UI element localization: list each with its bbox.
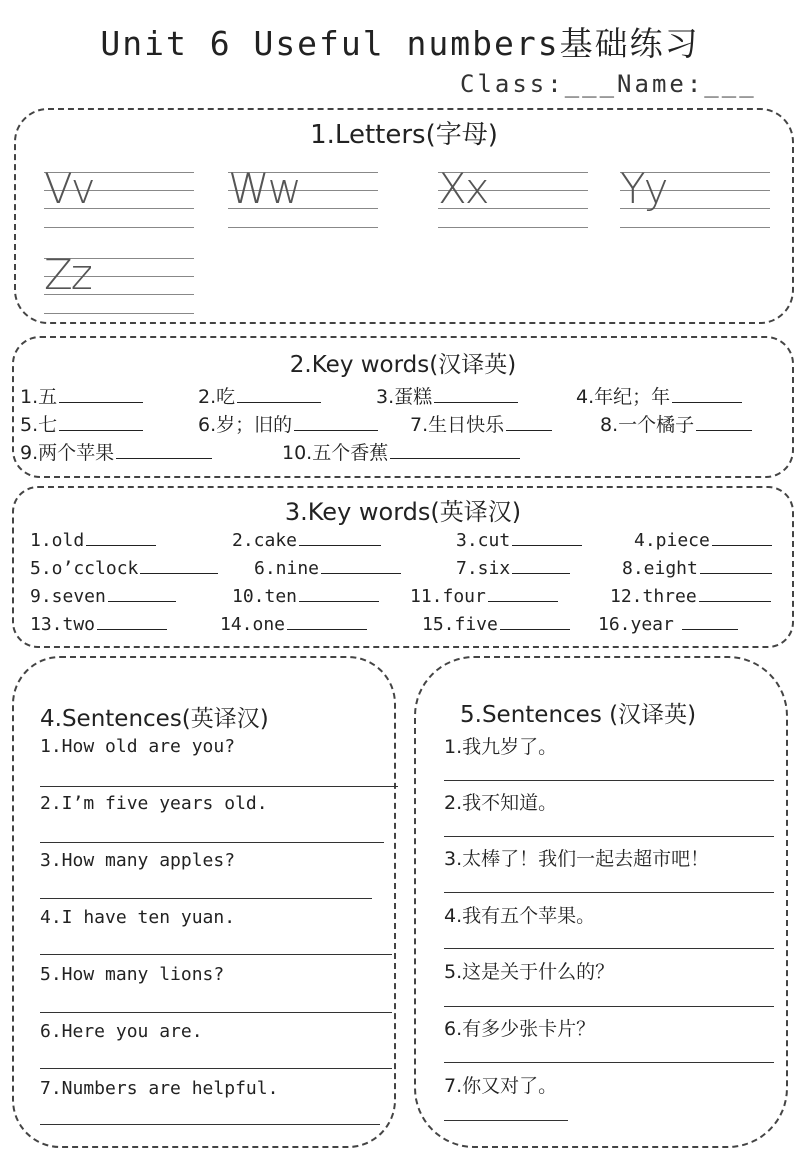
s4-item-1: 1.How old are you? <box>40 736 236 757</box>
s4-item-6: 6.Here you are. <box>40 1021 203 1042</box>
kw2-item-2[interactable]: 2.吃 <box>198 382 321 409</box>
letter-practice-yy[interactable] <box>620 164 770 230</box>
key-words-cn-en-title: 2.Key words(汉译英) <box>289 352 517 378</box>
s4-item-2: 2.I’m five years old. <box>40 793 268 814</box>
kw3-item-12[interactable]: 12.three <box>610 586 771 607</box>
kw3-item-11[interactable]: 11.four <box>410 586 558 607</box>
s4-answer-line-4[interactable] <box>40 954 392 955</box>
letter-zz: Zz <box>44 250 91 299</box>
kw2-item-6[interactable]: 6.岁；旧的 <box>198 410 378 437</box>
s5-answer-line-5[interactable] <box>444 1006 774 1007</box>
class-name-line: Class:___Name:___ <box>460 70 757 98</box>
key-words-en-cn-title: 3.Key words(英译汉) <box>284 498 522 526</box>
sentences-en-cn-title: 4.Sentences(英译汉) <box>40 706 269 732</box>
kw2-item-4[interactable]: 4.年纪；年 <box>576 382 742 409</box>
kw3-item-2[interactable]: 2.cake <box>232 530 381 551</box>
s4-item-4: 4.I have ten yuan. <box>40 907 236 928</box>
s5-item-7: 7.你又对了。 <box>444 1075 558 1097</box>
letter-practice-ww[interactable] <box>228 164 378 230</box>
s5-item-4: 4.我有五个苹果。 <box>444 905 596 927</box>
letter-xx: Xx <box>438 164 488 213</box>
kw2-item-3[interactable]: 3.蛋糕 <box>376 382 518 409</box>
kw3-item-3[interactable]: 3.cut <box>456 530 582 551</box>
s4-answer-line-3[interactable] <box>40 898 372 899</box>
key-words-cn-en-section <box>12 336 794 478</box>
s5-item-2: 2.我不知道。 <box>444 792 558 814</box>
kw2-item-8[interactable]: 8.一个橘子 <box>600 410 752 437</box>
kw3-item-5[interactable]: 5.o’cclock <box>30 558 218 579</box>
s4-answer-line-7[interactable] <box>40 1124 380 1125</box>
s4-item-3: 3.How many apples? <box>40 850 236 871</box>
key-words-en-cn-section <box>12 486 794 648</box>
sentences-cn-en-section <box>414 656 788 1148</box>
kw3-item-6[interactable]: 6.nine <box>254 558 401 579</box>
s5-answer-line-2[interactable] <box>444 836 774 837</box>
letters-section <box>14 108 794 324</box>
letter-yy: Yy <box>620 164 667 213</box>
kw2-item-7[interactable]: 7.生日快乐 <box>410 410 552 437</box>
s4-item-5: 5.How many lions? <box>40 964 225 985</box>
s5-item-1: 1.我九岁了。 <box>444 736 558 758</box>
sentences-cn-en-title: 5.Sentences (汉译英) <box>460 702 697 728</box>
s4-answer-line-5[interactable] <box>40 1012 392 1013</box>
kw2-item-10[interactable]: 10.五个香蕉 <box>282 438 520 465</box>
kw3-item-7[interactable]: 7.six <box>456 558 570 579</box>
kw3-item-9[interactable]: 9.seven <box>30 586 176 607</box>
kw3-item-1[interactable]: 1.old <box>30 530 156 551</box>
kw3-item-4[interactable]: 4.piece <box>634 530 772 551</box>
letter-practice-xx[interactable] <box>438 164 588 230</box>
letter-practice-vv[interactable] <box>44 164 194 230</box>
letter-vv: Vv <box>44 164 94 213</box>
letters-section-title: 1.Letters(字母) <box>310 120 498 150</box>
s5-answer-line-4[interactable] <box>444 948 774 949</box>
s5-item-3: 3.太棒了！我们一起去超市吧！ <box>444 848 710 870</box>
kw3-item-13[interactable]: 13.two <box>30 614 167 635</box>
s5-answer-line-3[interactable] <box>444 892 774 893</box>
s4-answer-line-6[interactable] <box>40 1068 392 1069</box>
s4-answer-line-1[interactable] <box>40 786 398 787</box>
kw3-item-15[interactable]: 15.five <box>422 614 570 635</box>
kw2-item-5[interactable]: 5.七 <box>20 410 143 437</box>
s5-answer-line-1[interactable] <box>444 780 774 781</box>
kw3-item-14[interactable]: 14.one <box>220 614 367 635</box>
page-title: Unit 6 Useful numbers基础练习 <box>100 24 700 63</box>
s4-item-7: 7.Numbers are helpful. <box>40 1078 279 1099</box>
kw2-item-1[interactable]: 1.五 <box>20 382 143 409</box>
kw3-item-8[interactable]: 8.eight <box>622 558 772 579</box>
kw2-item-9[interactable]: 9.两个苹果 <box>20 438 212 465</box>
sentences-en-cn-section <box>12 656 396 1148</box>
s4-answer-line-2[interactable] <box>40 842 384 843</box>
s5-answer-line-7[interactable] <box>444 1120 568 1121</box>
letter-practice-zz[interactable] <box>44 250 194 316</box>
kw3-item-10[interactable]: 10.ten <box>232 586 379 607</box>
s5-answer-line-6[interactable] <box>444 1062 774 1063</box>
kw3-item-16[interactable]: 16.year <box>598 614 738 635</box>
s5-item-6: 6.有多少张卡片？ <box>444 1018 596 1040</box>
letter-ww: Ww <box>228 164 300 213</box>
s5-item-5: 5.这是关于什么的？ <box>444 961 615 983</box>
